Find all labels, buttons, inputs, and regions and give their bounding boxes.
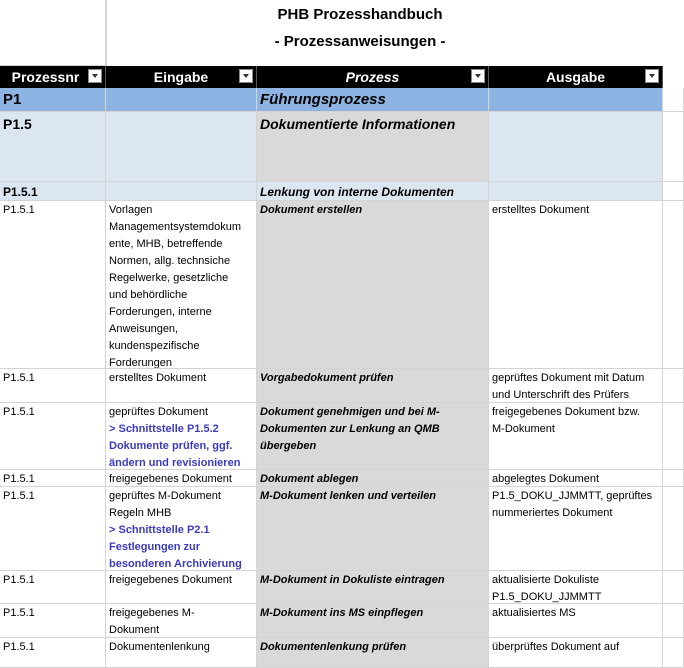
row-prozessnr-cell[interactable] bbox=[0, 604, 106, 638]
section-p15-nr[interactable]: P1.5 bbox=[0, 112, 106, 182]
interface-link[interactable]: Festlegungen zur bbox=[109, 541, 201, 553]
row-prozessnr: P1.5.1 bbox=[3, 204, 35, 216]
row-prozessnr: P1.5.1 bbox=[3, 607, 35, 619]
row-ausgabe-line: erstelltes Dokument bbox=[492, 204, 590, 216]
title-left-cell[interactable] bbox=[0, 0, 106, 66]
row-eingabe-cell[interactable] bbox=[106, 470, 257, 487]
section-p151-ausgabe[interactable] bbox=[489, 182, 663, 201]
row-eingabe-line: und behördliche bbox=[109, 289, 188, 301]
row-prozess-line: Dokument ablegen bbox=[260, 473, 359, 485]
row-eingabe-line: Anweisungen, bbox=[109, 323, 179, 335]
row-prozessnr: P1.5.1 bbox=[3, 490, 35, 502]
row-eingabe-cell[interactable] bbox=[106, 604, 257, 638]
row-prozessnr: P1.5.1 bbox=[3, 372, 35, 384]
row-empty-cell[interactable] bbox=[663, 201, 684, 369]
row-prozessnr-cell[interactable] bbox=[0, 571, 106, 604]
section-p1-eingabe[interactable] bbox=[106, 88, 257, 112]
row-prozess-cell[interactable] bbox=[257, 369, 489, 403]
row-prozess-line: Vorgabedokument prüfen bbox=[260, 372, 394, 384]
row-eingabe-line: freigegebenes M- bbox=[109, 607, 195, 619]
header-ausgabe[interactable] bbox=[489, 66, 663, 88]
interface-link[interactable]: > Schnittstelle P1.5.2 bbox=[109, 423, 219, 435]
row-prozess-cell[interactable] bbox=[257, 638, 489, 668]
row-prozess-cell[interactable] bbox=[257, 201, 489, 369]
row-empty-cell[interactable] bbox=[663, 604, 684, 638]
row-eingabe-line: Forderungen bbox=[109, 357, 172, 369]
filter-dropdown-icon[interactable] bbox=[88, 69, 102, 83]
row-ausgabe-cell[interactable] bbox=[489, 201, 663, 369]
interface-link[interactable]: Dokumente prüfen, ggf. bbox=[109, 440, 233, 452]
row-prozessnr: P1.5.1 bbox=[3, 641, 35, 653]
interface-link[interactable]: besonderen Archivierung bbox=[109, 558, 242, 570]
document-subtitle: - Prozessanweisungen - bbox=[274, 33, 446, 50]
row-prozess-line: Dokument erstellen bbox=[260, 204, 363, 216]
row-ausgabe-line: nummeriertes Dokument bbox=[492, 507, 613, 519]
section-p151-nr[interactable]: P1.5.1 bbox=[0, 182, 106, 201]
row-prozessnr-cell[interactable] bbox=[0, 201, 106, 369]
row-eingabe-line: freigegebenes Dokument bbox=[109, 574, 232, 586]
row-ausgabe-line: geprüftes Dokument mit Datum bbox=[492, 372, 645, 384]
section-p15-prozess[interactable]: Dokumentierte Informationen bbox=[257, 112, 489, 182]
row-ausgabe-line: M-Dokument bbox=[492, 423, 555, 435]
row-prozess-cell[interactable] bbox=[257, 470, 489, 487]
row-eingabe-cell[interactable] bbox=[106, 369, 257, 403]
header-eingabe[interactable] bbox=[106, 66, 257, 88]
section-p1-ausgabe[interactable] bbox=[489, 88, 663, 112]
row-prozess-line: Dokumentenlenkung prüfen bbox=[260, 641, 407, 653]
row-prozessnr: P1.5.1 bbox=[3, 406, 35, 418]
row-empty-cell[interactable] bbox=[663, 369, 684, 403]
row-ausgabe-line: P1.5_DOKU_JJMMTT, geprüftes bbox=[492, 490, 653, 502]
section-p151-eingabe[interactable] bbox=[106, 182, 257, 201]
filter-dropdown-icon[interactable] bbox=[239, 69, 253, 83]
row-eingabe-cell[interactable] bbox=[106, 201, 257, 369]
header-prozessnr[interactable] bbox=[0, 66, 106, 88]
row-ausgabe-line: P1.5_DOKU_JJMMTT bbox=[492, 591, 602, 603]
row-eingabe-line: Regelwerke, gesetzliche bbox=[109, 272, 229, 284]
row-eingabe-line: Vorlagen bbox=[109, 204, 153, 216]
row-eingabe-line: freigegebenes Dokument bbox=[109, 473, 232, 485]
row-eingabe-line: Dokument bbox=[109, 624, 160, 636]
row-empty-cell[interactable] bbox=[663, 470, 684, 487]
row-empty-cell[interactable] bbox=[663, 182, 684, 201]
row-eingabe-line: kundenspezifische bbox=[109, 340, 200, 352]
row-eingabe-cell[interactable] bbox=[106, 638, 257, 668]
interface-link[interactable]: > Schnittstelle P2.1 bbox=[109, 524, 210, 536]
row-empty-cell[interactable] bbox=[663, 487, 684, 571]
row-ausgabe-line: überprüftes Dokument auf bbox=[492, 641, 620, 653]
row-eingabe-line: Forderungen, interne bbox=[109, 306, 212, 318]
section-p1-nr[interactable]: P1 bbox=[0, 88, 106, 112]
row-eingabe-cell[interactable] bbox=[106, 487, 257, 571]
header-ausgabe-label: Ausgabe bbox=[545, 69, 606, 85]
row-prozessnr-cell[interactable] bbox=[0, 638, 106, 668]
row-ausgabe-cell[interactable] bbox=[489, 571, 663, 604]
section-p1-prozess[interactable]: Führungsprozess bbox=[257, 88, 489, 112]
header-prozess[interactable] bbox=[257, 66, 489, 88]
row-eingabe-cell[interactable] bbox=[106, 571, 257, 604]
row-eingabe-line: Regeln MHB bbox=[109, 507, 172, 519]
row-prozess-cell[interactable] bbox=[257, 571, 489, 604]
row-prozessnr-cell[interactable] bbox=[0, 403, 106, 470]
row-empty-cell[interactable] bbox=[663, 571, 684, 604]
row-prozess-line: M-Dokument in Dokuliste eintragen bbox=[260, 574, 445, 586]
row-eingabe-line: geprüftes Dokument bbox=[109, 406, 209, 418]
section-p151-prozess[interactable]: Lenkung von interne Dokumenten bbox=[257, 182, 489, 201]
filter-dropdown-icon[interactable] bbox=[645, 69, 659, 83]
filter-dropdown-icon[interactable] bbox=[471, 69, 485, 83]
section-p15-ausgabe[interactable] bbox=[489, 112, 663, 182]
row-prozess-cell[interactable] bbox=[257, 487, 489, 571]
header-prozess-label: Prozess bbox=[345, 69, 400, 85]
row-ausgabe-cell[interactable] bbox=[489, 470, 663, 487]
row-eingabe-line: geprüftes M-Dokument bbox=[109, 490, 221, 502]
row-eingabe-line: erstelltes Dokument bbox=[109, 372, 207, 384]
row-prozessnr-cell[interactable] bbox=[0, 470, 106, 487]
row-ausgabe-cell[interactable] bbox=[489, 487, 663, 571]
row-empty-cell[interactable] bbox=[663, 88, 684, 112]
document-title: PHB Prozesshandbuch bbox=[277, 6, 443, 23]
row-prozessnr-cell[interactable] bbox=[0, 487, 106, 571]
row-ausgabe-cell[interactable] bbox=[489, 604, 663, 638]
row-prozess-line: übergeben bbox=[260, 440, 317, 452]
row-prozess-line: Dokument genehmigen und bei M- bbox=[260, 406, 440, 418]
row-prozessnr: P1.5.1 bbox=[3, 473, 35, 485]
row-prozessnr-cell[interactable] bbox=[0, 369, 106, 403]
section-p15-eingabe[interactable] bbox=[106, 112, 257, 182]
row-empty-cell[interactable] bbox=[663, 112, 684, 182]
row-prozess-cell[interactable] bbox=[257, 604, 489, 638]
interface-link[interactable]: ändern und revisionieren bbox=[109, 457, 241, 469]
header-eingabe-label: Eingabe bbox=[153, 69, 209, 85]
header-empty[interactable] bbox=[663, 66, 684, 88]
row-ausgabe-line: aktualisierte Dokuliste bbox=[492, 574, 599, 586]
row-ausgabe-line: und Unterschrift des Prüfers bbox=[492, 389, 629, 401]
row-eingabe-line: Normen, allg. technsiche bbox=[109, 255, 231, 267]
header-prozessnr-label: Prozessnr bbox=[11, 69, 80, 85]
row-eingabe-line: ente, MHB, betreffende bbox=[109, 238, 223, 250]
row-ausgabe-cell[interactable] bbox=[489, 403, 663, 470]
row-eingabe-line: Managementsystemdokum bbox=[109, 221, 242, 233]
row-eingabe-cell[interactable] bbox=[106, 403, 257, 470]
row-eingabe-line: Dokumentenlenkung bbox=[109, 641, 210, 653]
row-prozess-line: Dokumenten zur Lenkung an QMB bbox=[260, 423, 440, 435]
row-empty-cell[interactable] bbox=[663, 403, 684, 470]
row-prozessnr: P1.5.1 bbox=[3, 574, 35, 586]
row-ausgabe-cell[interactable] bbox=[489, 369, 663, 403]
row-ausgabe-line: freigegebenes Dokument bzw. bbox=[492, 406, 640, 418]
row-prozess-cell[interactable] bbox=[257, 403, 489, 470]
row-prozess-line: M-Dokument lenken und verteilen bbox=[260, 490, 437, 502]
row-empty-cell[interactable] bbox=[663, 638, 684, 668]
row-ausgabe-line: aktualisiertes MS bbox=[492, 607, 576, 619]
row-prozess-line: M-Dokument ins MS einpflegen bbox=[260, 607, 424, 619]
row-ausgabe-cell[interactable] bbox=[489, 638, 663, 668]
row-ausgabe-line: abgelegtes Dokument bbox=[492, 473, 600, 485]
